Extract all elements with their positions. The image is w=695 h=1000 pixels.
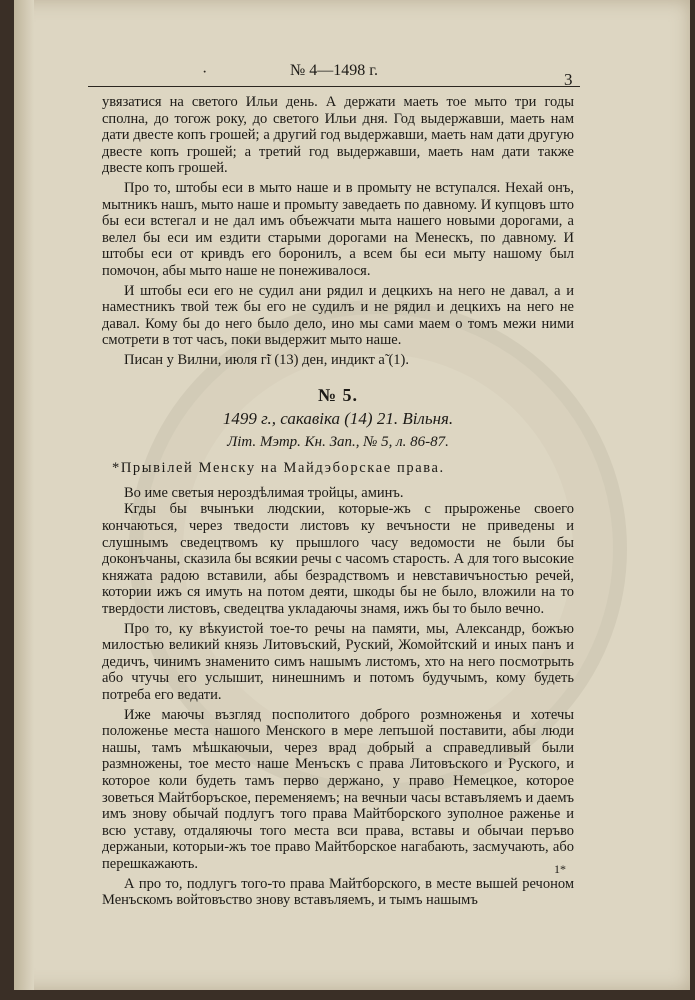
paragraph: Про то, штобы еси в мыто наше и в промыту не вступался. Нехай онъ, мытникъ нашъ, мыто наше и промыту заведаеть по давному. И купцовъ што бы еси встегал и не дал имъ объежчати мыта нашего новыми дорогами, а велел бы еси им ездити старыми дорогами на Менескъ, по давному. И штобы еси от кривдъ его боронилъ, а всем бы еси мыту нашому был помочон, абы мыто наше не понеживалося. (102, 179, 574, 279)
paragraph: увязатися на светого Ильи день. А держати маеть тое мыто три годы сполна, до тогож року, до светого Ильи дня. Год выдержавши, маеть нам дати двесте копъ грошей; а другий год выдержавши, маеть нам дати другую двесте копъ грошей; а третий год выдержавши, маеть нам дати также двесте копъ грошей. (102, 94, 574, 177)
main-text (102, 94, 574, 909)
paragraph: Кгды бы вчынъки людскии, которые-жъ с прыроженье своего кончаються, через тведости листовъ ку вечъности не приведены и слушнымъ сведецтвомъ ку прышлого часу ведомости не были бы доконъчаны, сказила бы всякии речы с часомъ старость. А для того высокие княжата радою вставили, абы безрадствомъ и невставичъностью речей, котории ижъ ся имуть на потом деяти, шкоды бы не было, вложили на то твердости листовъ, сведецтва укладаючы знамя, ижъ бы то было вечно. (102, 501, 574, 618)
document-page (14, 0, 690, 990)
page-binding-edge (14, 0, 34, 990)
paragraph: И штобы еси его не судил ани рядил и децкихъ на него не давал, а и наместникъ твой теж бы его не судилъ и не рядил и децкихъ на него не давал. Кому бы до него было дело, ино мы сами маем о томъ межи ними смотрети в тот часъ, поки выдержит мыто наше. (102, 282, 574, 349)
paragraph: Про то, ку вѣкуистой тое-то речы на памяти, мы, Александр, божъю милостью великий князь Литовъский, Руский, Жомойтский и иных панъ и дедичъ, чинимъ знаменито симъ нашымъ листомъ, хто на него посмотрыть або чтучы его услышит, нинешнимъ и потомъ будучымъ, кому будеть потреба его ведати. (102, 620, 574, 703)
document-date: 1499 г., сакавіка (14) 21. Вільня. (222, 409, 454, 429)
header-dot: · (202, 64, 208, 81)
paragraph: А про то, подлугъ того-то права Майтборского, в месте вышей речоном Менъскомъ войтовъство знову вставъляемъ, и тымъ нашымъ (102, 875, 574, 909)
page-number: 3 (564, 70, 573, 89)
dating-clause: Писан у Вилни, июля г̃і (13) ден, индикт а̃ (1). (124, 351, 410, 368)
header-reference: № 4—1498 г. (289, 62, 379, 79)
document-source: Літ. Мэтр. Кн. Зап., № 5, л. 86-87. (227, 433, 449, 450)
invocation: Во име светыя нероздѣлимая тройцы, аминъ. (124, 484, 404, 501)
document-title: *Прывілей Менску на Майдэборскае права. (112, 460, 445, 477)
document-number: № 5. (317, 384, 359, 405)
paragraph: Иже маючы възгляд посполитого доброго розмноженья и хотечы положенье места нашого Менского в мере лепъшой поставити, абы люди нашы, тамъ мѣшкаючыи, через врад добрый а справедливый были размножены, тое место наше Менъскъ с права Литовъского и Руского, и которое коли будеть тамъ перво держано, у право Немецкое, которое зоветься Майтборъское, переменяемъ; на вечныи часы вставъляемъ и даемъ имъ знову обычай подлугъ того права Майтборского зуполное раженье и всю уставу, отдаляючы того места вси права, вставы и обычаи перъво держаныи, которыи-жъ тое право Майтборское нагабають, засмучають, або перешкажають. (102, 706, 574, 872)
running-header (88, 62, 580, 87)
signature-mark: 1* (554, 862, 566, 876)
